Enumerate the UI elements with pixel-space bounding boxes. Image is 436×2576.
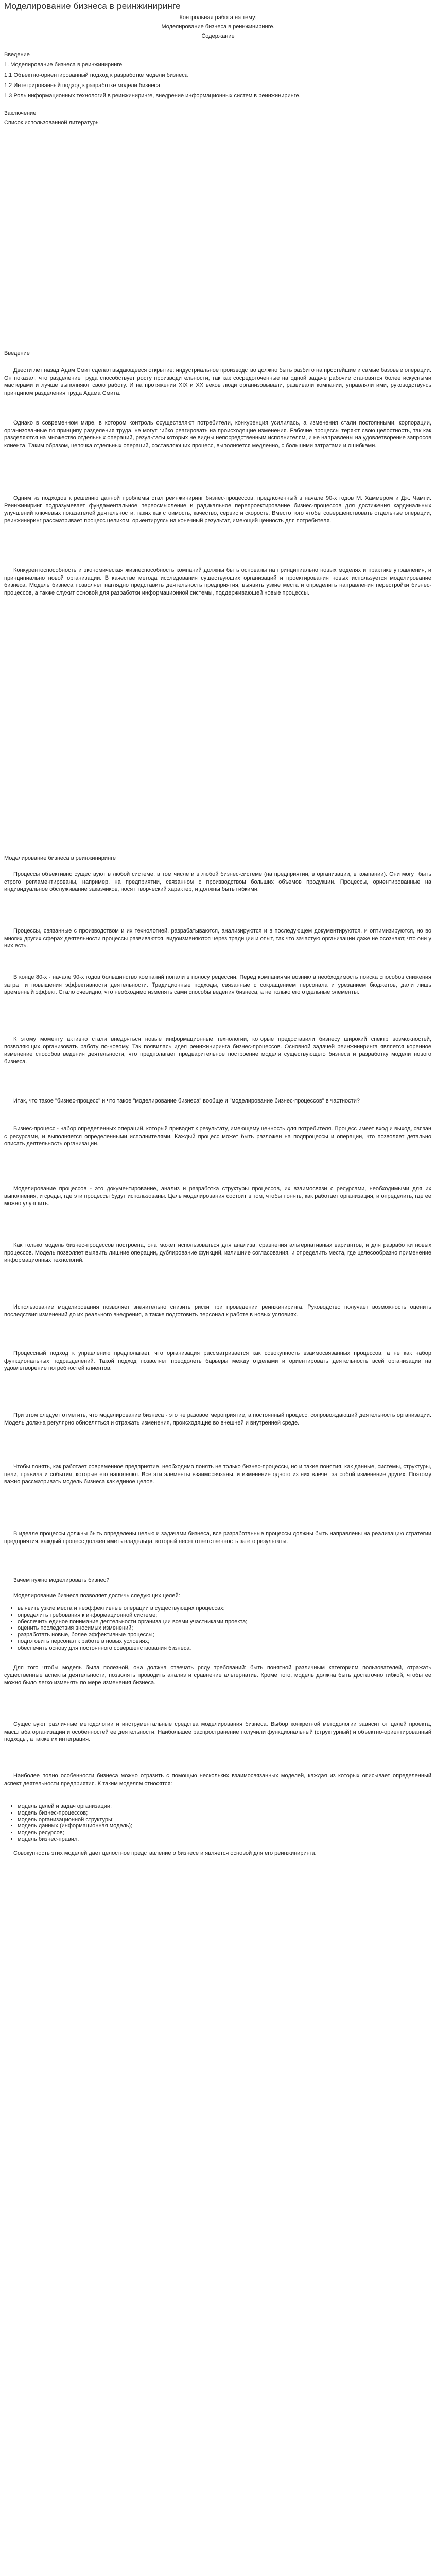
section-paragraph: Чтобы понять, как работает современное предприятие, необходимо понять не только бизнес-процессы, но и такие понятия, как данные, системы, структуры, цели, правила и события, которые его наполняют. Все эти элементы взаимосвязаны, и изменение одного из них влечет за собой изменение других. Поэтому важно рассматривать модель бизнеса как единое целое. <box>4 1464 431 1485</box>
list-item: • модель целей и задач организации; <box>18 1803 436 1810</box>
toc-item[interactable]: 1.1 Объектно-ориентированный подход к разработке модели бизнеса <box>4 72 188 78</box>
contents-label: Содержание <box>201 33 235 39</box>
section-paragraph: Итак, что такое "бизнес-процесс" и что такое "моделирование бизнеса" вообще и "моделирование бизнес-процессов" в частности? <box>13 1098 360 1104</box>
intro-heading: Введение <box>4 350 30 357</box>
list-item: • разработать новые, более эффективные процессы; <box>18 1632 436 1638</box>
section-paragraph: Моделирование процессов - это документирование, анализ и разработка структуры процессов, их взаимосвязи с ресурсами, необходимыми для их выполнения, и среды, где эти процессы будут использованы. Цель моделирования состоит в том, чтобы понять, как работает организация, и определить, где ее можно улучшить. <box>4 1185 431 1207</box>
list-item: • модель бизнес-процессов; <box>18 1810 436 1817</box>
list-item: • модель организационной структуры; <box>18 1817 436 1823</box>
list-item: • модель бизнес-правил. <box>18 1836 436 1843</box>
section-paragraph: Использование моделирования позволяет значительно снизить риски при проведении реинжиниринга. Руководство получает возможность оценить последствия изменений до их реального внедрения, а также подготовить персонал к работе в новых условиях. <box>4 1304 431 1318</box>
section-paragraph: При этом следует отметить, что моделирование бизнеса - это не разовое мероприятие, а постоянный процесс, сопровождающий деятельность организации. Модель должна регулярно обновляться и отражать изменения, происходящие во внешней и внутренней среде. <box>4 1412 431 1426</box>
goals-list <box>4 1605 436 1652</box>
section-paragraph: В конце 80-х - начале 90-х годов большинство компаний попали в полосу рецессии. Перед компаниями возникла необходимость поиска способов снижения затрат и повышения эффективности деятельности. Традиционные подходы, связанные с сокращением персонала и урезанием бюджетов, дали лишь временный эффект. Стало очевидно, что необходимо изменять сами способы ведения бизнеса, а не только его отдельные элементы. <box>4 974 431 996</box>
section-paragraph: Для того чтобы модель была полезной, она должна отвечать ряду требований: быть понятной различным категориям пользователей, отражать существенные аспекты деятельности, позволять проводить анализ и сравнение альтернатив. Кроме того, модель должна быть достаточно гибкой, чтобы ее можно было легко изменять по мере изменения бизнеса. <box>4 1665 431 1686</box>
section-heading: Моделирование бизнеса в реинжиниринге <box>4 855 116 861</box>
list-item: • выявить узкие места и неэффективные операции в существующих процессах; <box>18 1605 436 1612</box>
subtitle: Контрольная работа на тему: <box>179 14 257 21</box>
toc-item[interactable]: 1.2 Интегрированный подход к разработке модели бизнеса <box>4 82 161 89</box>
toc-item[interactable]: Список использованной литературы <box>4 120 100 126</box>
toc-item[interactable]: Заключение <box>4 110 37 116</box>
intro-paragraph: Одним из подходов к решению данной проблемы стал реинжиниринг бизнес-процессов, предложенный в начале 90-х годов М. Хаммером и Дж. Чампи. Реинжиниринг подразумевает фундаментальное переосмысление и радикальное перепроектирование бизнес-процессов для достижения кардинальных улучшений ключевых показателей деятельности, таких как стоимость, качество, сервис и скорость. Вместо того чтобы совершенствовать отдельные операции, реинжиниринг рассматривает процесс целиком, ориентируясь на конечный результат, имеющий ценность для потребителя. <box>4 495 431 524</box>
section-paragraph: Зачем нужно моделировать бизнес? <box>13 1577 110 1583</box>
section-paragraph: Как только модель бизнес-процессов построена, она может использоваться для анализа, сравнения альтернативных вариантов, и для разработки новых процессов. Модель позволяет выявить лишние операции, дублирование функций, излишние согласования, и определить места, где целесообразно применение информационных технологий. <box>4 1242 431 1264</box>
section-paragraph: Наиболее полно особенности бизнеса можно отразить с помощью нескольких взаимосвязанных моделей, каждая из которых описывает определенный аспект деятельности предприятия. К таким моделям относятся: <box>4 1773 431 1787</box>
intro-paragraph: Однако в современном мире, в котором контроль осуществляют потребители, конкуренция усилилась, а изменения стали постоянными, корпорации, организованные по принципу разделения труда, не могут гибко реагировать на происходящие изменения. Рабочие процессы теряют свою целостность, так как разделяются на множество отдельных операций, результаты которых не видны непосредственным исполнителям, и не направлены на удовлетворение запросов клиента. Таким образом, цепочка отдельных операций, составляющих процесс, выполняется медленно, с большими затратами и ошибками. <box>4 420 431 449</box>
section-paragraph: Совокупность этих моделей дает целостное представление о бизнесе и является основой для его реинжиниринга. <box>13 1850 317 1856</box>
list-item: • модель ресурсов; <box>18 1829 436 1836</box>
list-item: • определить требования к информационной системе; <box>18 1612 436 1619</box>
intro-paragraph: Конкурентоспособность и экономическая жизнеспособность компаний должны быть основаны на принципиально новых моделях и практике управления, и принципиально новой организации. В качестве метода исследования существующих организаций и проектирования новых используется моделирование бизнеса. Модель бизнеса позволяет наглядно представить деятельность предприятия, выявить узкие места и определить направления перестройки бизнес-процессов, а также служит основой для разработки информационной системы, поддерживающей новые процессы. <box>4 567 431 596</box>
intro-paragraph: Двести лет назад Адам Смит сделал выдающееся открытие: индустриальное производство должно быть разбито на простейшие и самые базовые операции. Он показал, что разделение труда способствует росту производительности, так как сосредоточенные на одной задаче рабочие становятся более искусными мастерами и лучше выполняют свою работу. И на протяжении XIX и XX веков люди организовывали, развивали компании, управляли ими, руководствуясь принципом разделения труда Адама Смита. <box>4 367 431 396</box>
section-paragraph: Процессы, связанные с производством и их технологией, разрабатываются, анализируются и в последующем документируются, и оптимизируются, но во многих других сферах деятельности процессы развиваются, видоизменяются через традиции и опыт, так что зачастую организации даже не осознают, что они у них есть. <box>4 928 431 950</box>
toc-item[interactable]: Введение <box>4 52 30 58</box>
toc-item[interactable]: 1. Моделирование бизнеса в реинжиниринге <box>4 62 123 68</box>
section-paragraph: В идеале процессы должны быть определены целью и задачами бизнеса, все разработанные процессы должны быть направлены на реализацию стратегии предприятия, каждый процесс должен иметь владельца, который несет ответственность за его результаты. <box>4 1531 431 1545</box>
toc-item[interactable]: 1.3 Роль информационных технологий в реинжиниринге, внедрение информационных систем в реинжиниринге. <box>4 93 301 99</box>
section-paragraph: Существуют различные методологии и инструментальные средства моделирования бизнеса. Выбор конкретной методологии зависит от целей проекта, масштаба организации и особенностей ее деятельности. Наибольшее распространение получили функциональный (структурный) и объектно-ориентированный подходы, а также их интеграция. <box>4 1721 431 1743</box>
section-paragraph: Моделирование бизнеса позволяет достичь следующих целей: <box>13 1592 180 1599</box>
list-item: • модель данных (информационная модель); <box>18 1823 436 1829</box>
section-paragraph: Бизнес-процесс - набор определенных операций, который приводит к результату, имеющему ценность для потребителя. Процесс имеет вход и выход, связан с ресурсами, и выполняется определенными исполнителями. Каждый процесс может быть разложен на подпроцессы и операции, что позволяет детально описать деятельность организации. <box>4 1126 431 1147</box>
section-paragraph: Процессный подход к управлению предполагает, что организация рассматривается как совокупность взаимосвязанных процессов, а не как набор функциональных подразделений. Такой подход позволяет преодолеть барьеры между отделами и ориентировать деятельность всей организации на удовлетворение потребностей клиентов. <box>4 1350 431 1372</box>
models-list <box>4 1803 436 1843</box>
list-item: • обеспечить основу для постоянного совершенствования бизнеса. <box>18 1645 436 1652</box>
work-title: Моделирование бизнеса в реинжиниринге. <box>161 24 275 30</box>
list-item: • подготовить персонал к работе в новых условиях; <box>18 1638 436 1645</box>
list-item: • оценить последствия вносимых изменений; <box>18 1625 436 1632</box>
section-paragraph: Процессы объективно существуют в любой системе, в том числе и в любой бизнес-системе (на предприятии, в организации, в компании). Они могут быть строго регламентированы, например, на предприятии, связанном с производством больших объемов продукции. Процессы, ориентированные на индивидуальное обслуживание заказчиков, носят творческий характер, и должны быть гибкими. <box>4 871 431 893</box>
page-title: Моделирование бизнеса в реинжиниринге <box>4 1 181 11</box>
section-paragraph: К этому моменту активно стали внедряться новые информационные технологии, которые предоставили бизнесу широкий спектр возможностей, позволяющих организовать работу по-новому. Так появилась идея реинжиниринга бизнес-процессов. Основной задачей реинжиниринга является коренное изменение способов ведения деятельности, что предполагает предварительное построение модели существующего бизнеса и разработку модели нового бизнеса. <box>4 1036 431 1065</box>
list-item: • обеспечить единое понимание деятельности организации всеми участниками проекта; <box>18 1619 436 1625</box>
